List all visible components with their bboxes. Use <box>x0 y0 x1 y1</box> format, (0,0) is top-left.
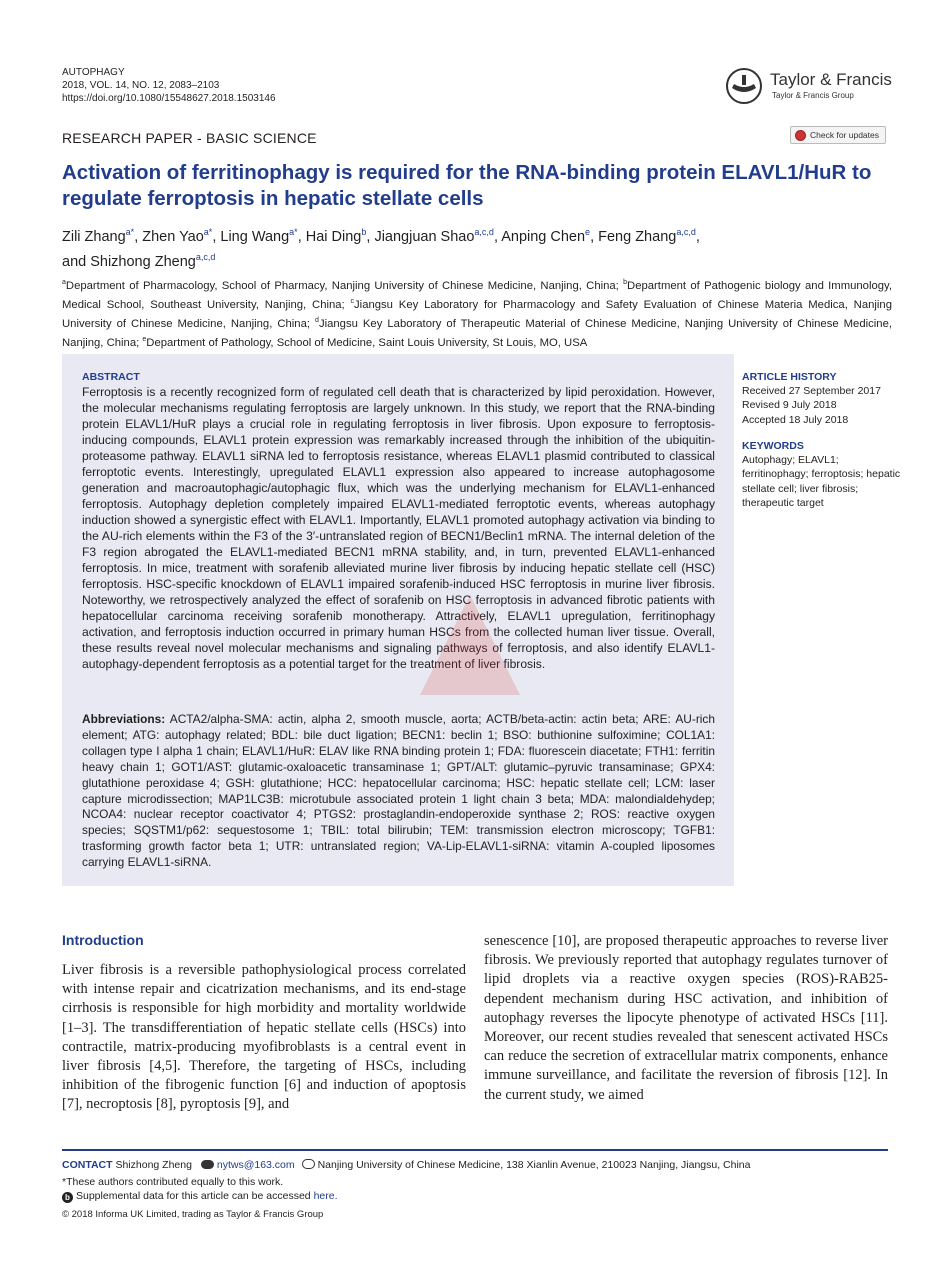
author-name: Hai Ding <box>305 228 362 245</box>
author-affil-sup: a,c,d <box>676 227 696 237</box>
author-name: Ling Wang <box>220 228 290 245</box>
author-separator: , <box>134 228 143 245</box>
affil-text: Jiangsu Key Laboratory of Therapeutic Material of Chinese Medicine, Nanjing University of Chinese Medicine, Nanjing, China; <box>62 317 892 349</box>
abbreviations-label: Abbreviations: <box>82 712 166 726</box>
doi-link[interactable]: https://doi.org/10.1080/15548627.2018.1503146 <box>62 93 276 104</box>
author-name: Jiangjuan Shao <box>374 228 475 245</box>
affil-sup: c <box>350 298 355 306</box>
supplemental-line <box>62 1190 338 1203</box>
accepted-date: Accepted 18 July 2018 <box>742 413 849 426</box>
affil-text: Jiangsu Key Laboratory for Pharmacology and Safety Evaluation of Chinese Materia Medica, Nanjing University of Chinese Medicine, Nanjing, China; <box>62 298 892 330</box>
author-list <box>62 222 902 272</box>
contact-line <box>62 1158 892 1173</box>
author-name: and Shizhong Zheng <box>62 253 196 270</box>
author-affil-sup: b <box>361 227 367 237</box>
check-updates-button[interactable] <box>790 126 886 144</box>
check-updates-icon <box>795 130 806 141</box>
introduction-heading: Introduction <box>62 932 144 948</box>
author-affil-sup: e <box>585 227 591 237</box>
author-affil-sup: a* <box>125 227 135 237</box>
email-icon <box>201 1160 214 1169</box>
received-date: Received 27 September 2017 <box>742 385 881 398</box>
affil-text: Department of Pharmacology, School of Pharmacy, Nanjing University of Chinese Medicine, Nanjing, China; <box>65 279 624 292</box>
history-heading: ARTICLE HISTORY <box>742 371 837 383</box>
abstract-heading: ABSTRACT <box>82 371 140 383</box>
contact-address: Nanjing University of Chinese Medicine, 138 Xianlin Avenue, 210023 Nanjing, Jiangsu, China <box>317 1159 751 1171</box>
publisher-group: Taylor & Francis Group <box>772 91 854 100</box>
author-separator: , <box>493 228 502 245</box>
author-name: Zili Zhang <box>62 228 126 245</box>
article-section: RESEARCH PAPER - BASIC SCIENCE <box>62 130 317 146</box>
journal-name: AUTOPHAGY <box>62 67 125 78</box>
author-affil-sup: a* <box>289 227 298 237</box>
abstract-text: Ferroptosis is a recently recognized form of regulated cell death that is characterized by lipid peroxidation. However, the molecular mechanisms regulating ferroptosis are largely unknown. In this study, we report that the RNA-binding protein ELAVL1/HuR plays a crucial role in regulating ferroptosis in liver fibrosis. Upon exposure to ferroptosis-inducing compounds, ELAVL1 protein expression was remarkably increased through the inhibition of the ubiquitin-proteasome pathway. ELAVL1 siRNA led to ferroptosis resistance, whereas ELAVL1 plasmid contributed to classical ferroptotic events. Interestingly, upregulated ELAVL1 expression also appeared to increase autophagosome generation and macroautophagic/autophagic flux, which was the underlying mechanism for ELAVL1-enhanced ferroptosis. Autophagy depletion completely impaired ELAVL1-mediated ferroptotic events, whereas autophagy induction showed a synergistic effect with ELAVL1. Importantly, ELAVL1 promoted autophagy activation via binding to the AU-rich elements within the F3 of the 3′-untranslated region of BECN1/Beclin1 mRNA. The internal deletion of the F3 region abrogated the ELAVL1-mediated BECN1 mRNA stability, and, in turn, prevented ELAVL1-enhanced ferroptosis. In mice, treatment with sorafenib alleviated murine liver fibrosis by inducing hepatic stellate cell (HSC) ferroptosis. HSC-specific knockdown of ELAVL1 impaired sorafenib-induced HSC ferroptosis in murine liver fibrosis. Noteworthy, we retrospectively analyzed the effect of sorafenib on HSC ferroptosis in advanced fibrotic patients with hepatocellular carcinoma receiving sorafenib monotherapy. Attractively, ELAVL1 upregulation, ferritinophagy activation, and ferroptosis induction occurred in primary human HSCs from the collected human liver tissue. Overall, these results reveal novel molecular mechanisms and signaling pathways of ferroptosis, and also identify ELAVL1-autophagy-dependent ferroptosis as a potential target for the treatment of liver fibrosis. <box>82 385 715 671</box>
abbreviations <box>82 712 715 871</box>
affil-text: Department of Pathology, School of Medicine, Saint Louis University, St Louis, MO, USA <box>146 336 588 349</box>
affil-sup: d <box>315 317 319 325</box>
affil-sup: a <box>62 279 66 286</box>
equal-contribution: *These authors contributed equally to this work. <box>62 1176 284 1188</box>
footer-divider <box>62 1149 888 1151</box>
affiliations <box>62 275 892 351</box>
author-name: Zhen Yao <box>142 228 204 245</box>
author-separator: , <box>366 228 375 245</box>
author-affil-sup: a,c,d <box>195 251 216 262</box>
author-separator: , <box>590 228 599 245</box>
author-separator: , <box>695 228 700 245</box>
intro-column-2: senescence [10], are proposed therapeutic approaches to reverse liver fibrosis. We previously reported that autophagy regulates turnover of lipid droplets via a reactive oxygen species (ROS)-RAB25-dependent mechanism during HSC activation, and inhibition of autophagy reverses the lipocyte phenotype of activated HSCs [11]. Moreover, our recent studies revealed that senescent activated HSCs can reduce the secretion of extracellular matrix components, enhance immune surveillance, and facilitate the reversion of fibrosis [12]. In the current study, we aimed <box>484 933 888 1103</box>
contact-label: CONTACT <box>62 1159 113 1171</box>
watermark-icon <box>400 585 540 705</box>
abbreviations-text: ACTA2/alpha-SMA: actin, alpha 2, smooth muscle, aorta; ACTB/beta-actin: actin beta; ARE: AU-rich element; ATG: autophagy related; BDL: bile duct ligation; BECN1: beclin 1; BSO: buthionine sulfoximine; COL1A1: collagen type I alpha 1 chain; ELAVL1/HuR: ELAV like RNA binding protein 1; FDA: fluorescein diacetate; FTH1: ferritin heavy chain 1; GOT1/AST: glutamic-oxaloacetic transaminase 1; GPT/ALT: glutamic–pyruvic transaminase; GPX4: glutathione peroxidase 4; GSH: glutathione; HCC: hepatocellular carcinoma; HSC: hepatic stellate cell; LCM: laser capture microdissection; MAP1LC3B: microtubule associated protein 1 light chain 3 beta; MDA: malondialdehydep; NCOA4: nuclear receptor coactivator 4; PTGS2: prostaglandin-endoperoxide synthase 2; ROS: reactive oxygen species; SQSTM1/p62: sequestosome 1; TBIL: total bilirubin; TEM: transmission electron microscopy; TGFB1: trasforming growth factor beta 1; UTR: untranslated region; VA-Lip-ELAVL1-siRNA: vitamin A-coupled liposomes carrying ELAVL1-siRNA. <box>82 712 715 870</box>
copyright: © 2018 Informa UK Limited, trading as Taylor & Francis Group <box>62 1209 324 1220</box>
article-history <box>742 370 902 427</box>
revised-date: Revised 9 July 2018 <box>742 399 837 412</box>
keywords-list: Autophagy; ELAVL1; ferritinophagy; ferroptosis; hepatic stellate cell; liver fibrosis; therapeutic target <box>742 454 901 509</box>
publisher-name: Taylor & Francis <box>770 70 892 89</box>
contact-email[interactable]: nytws@163.com <box>216 1159 295 1171</box>
publisher-logo-icon <box>724 66 766 106</box>
keywords-heading: KEYWORDS <box>742 440 804 452</box>
keywords <box>742 439 902 510</box>
journal-header <box>62 66 276 105</box>
address-icon <box>302 1159 315 1169</box>
author-affil-sup: a* <box>203 227 213 237</box>
check-updates-label: Check for updates <box>810 130 879 140</box>
supplemental-text: Supplemental data for this article can be accessed <box>76 1190 314 1202</box>
affil-text: Department of Pathogenic biology and Immunology, Medical School, Southeast University, Nanjing, China; <box>62 279 892 311</box>
author-separator: , <box>212 228 221 245</box>
author-separator: , <box>297 228 306 245</box>
author-affil-sup: a,c,d <box>474 227 494 237</box>
article-title: Activation of ferritinophagy is required for the RNA-binding protein ELAVL1/HuR to regulate ferroptosis in hepatic stellate cells <box>62 161 872 210</box>
author-name: Feng Zhang <box>598 228 677 245</box>
contact-name: Shizhong Zheng <box>115 1159 192 1171</box>
journal-volume: 2018, VOL. 14, NO. 12, 2083–2103 <box>62 80 220 91</box>
supplemental-icon: b <box>62 1192 73 1203</box>
author-name: Anping Chen <box>501 228 586 245</box>
intro-column-1: Liver fibrosis is a reversible pathophysiological process correlated with intense repair and cicatrization mechanisms, and its end-stage cirrhosis is responsible for high morbidity and mortality worldwide [1–3]. The transdifferentiation of hepatic stellate cells (HSCs) into contractile, matrix-producing myofibroblasts is a central event in liver fibrosis [4,5]. Therefore, the targeting of HSCs, including inhibition of the fibrogenic function [6] and induction of apoptosis [7], necroptosis [8], pyroptosis [9], and <box>62 962 466 1113</box>
affil-sup: b <box>623 279 628 286</box>
affil-sup: e <box>142 336 147 344</box>
supplemental-link[interactable]: here. <box>313 1190 338 1202</box>
